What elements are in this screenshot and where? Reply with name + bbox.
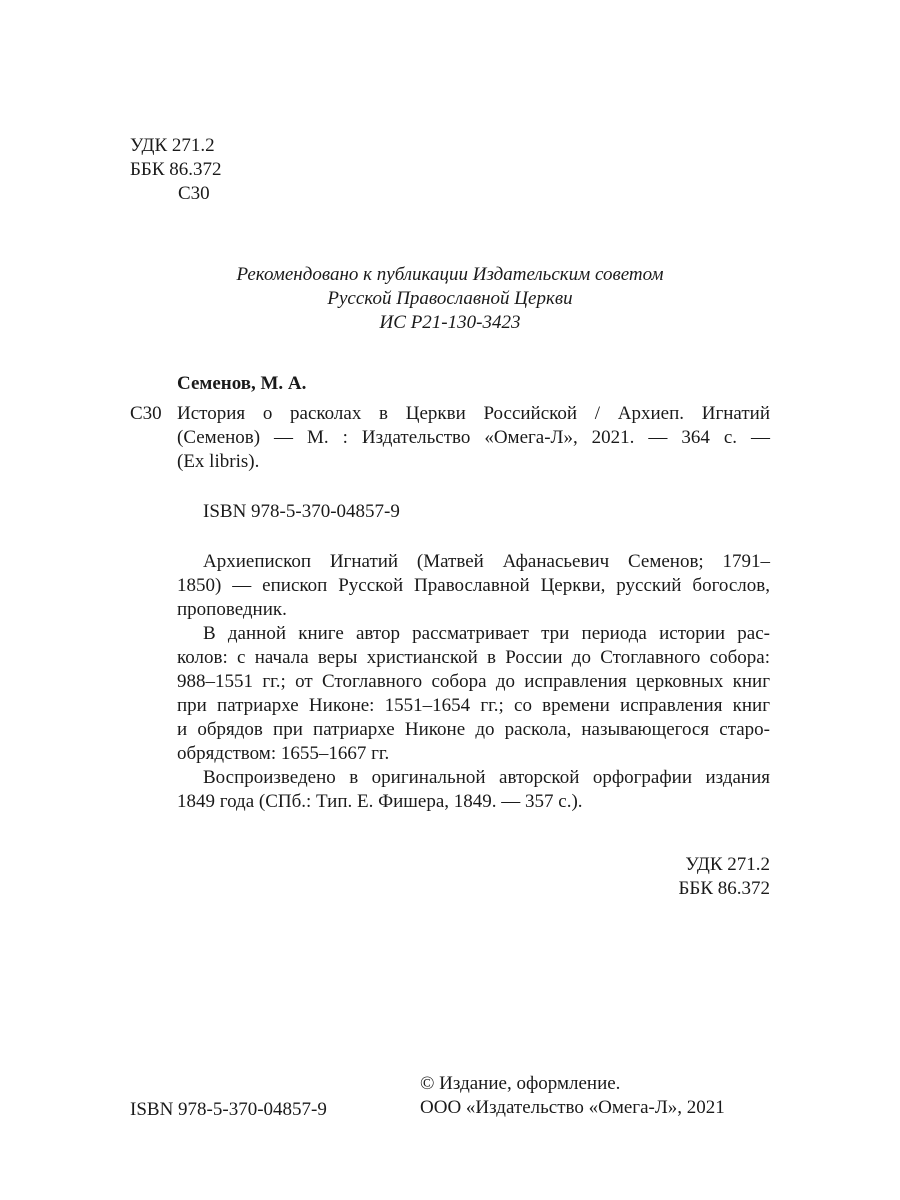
- annotation-line: 988–1551 гг.; от Стоглавного собора до исправления церковных книг: [177, 671, 770, 692]
- isbn-footer: ISBN 978-5-370-04857-9: [130, 1099, 327, 1120]
- recommendation-code: ИС Р21-130-3423: [379, 312, 521, 333]
- annotation-line: при патриархе Никоне: 1551–1654 гг.; со времени исправления книг: [177, 695, 770, 716]
- bbk-code-bottom: ББК 86.372: [678, 878, 770, 899]
- annotation-line: Воспроизведено в оригинальной авторской орфографии издания: [203, 767, 770, 788]
- copyright-line-2: ООО «Издательство «Омега-Л», 2021: [420, 1097, 725, 1118]
- classification-codes-top: [130, 134, 222, 206]
- bbk-code: ББК 86.372: [130, 159, 222, 180]
- recommendation-line-1: Рекомендовано к публикации Издательским советом: [236, 264, 664, 285]
- description-line: История о расколах в Церкви Российской / Архиеп. Игнатий: [177, 403, 770, 424]
- annotation-line: 1850) — епископ Русской Православной Церкви, русский богослов,: [177, 575, 770, 596]
- recommendation-line-2: Русской Православной Церкви: [327, 288, 573, 309]
- description-line: (Ex libris).: [177, 451, 260, 472]
- annotation-line: В данной книге автор рассматривает три периода истории рас-: [203, 623, 770, 644]
- annotation-line: 1849 года (СПб.: Тип. Е. Фишера, 1849. — 357 с.).: [177, 791, 583, 812]
- bibliographic-description: [177, 402, 770, 474]
- udk-code: УДК 271.2: [130, 135, 215, 156]
- publishing-council-recommendation: [0, 263, 900, 335]
- copyright-notice: [420, 1072, 725, 1120]
- annotation-line: проповедник.: [177, 599, 287, 620]
- author-mark-left: С30: [130, 403, 162, 424]
- annotation-line: обрядством: 1655–1667 гг.: [177, 743, 390, 764]
- annotation-line: Архиепископ Игнатий (Матвей Афанасьевич Семенов; 1791–: [203, 551, 770, 572]
- author-heading: Семенов, М. А.: [177, 373, 307, 394]
- classification-codes-bottom: [0, 853, 770, 901]
- isbn: ISBN 978-5-370-04857-9: [203, 501, 400, 522]
- annotation: [177, 550, 770, 814]
- udk-code-bottom: УДК 271.2: [685, 854, 770, 875]
- description-line: (Семенов) — М. : Издательство «Омега-Л», 2021. — 364 с. —: [177, 427, 770, 448]
- copyright-line-1: © Издание, оформление.: [420, 1073, 621, 1094]
- annotation-line: колов: с начала веры христианской в России до Стоглавного собора:: [177, 647, 770, 668]
- author-mark: С30: [178, 183, 210, 204]
- annotation-line: и обрядов при патриархе Никоне до раскола, называющегося старо-: [177, 719, 770, 740]
